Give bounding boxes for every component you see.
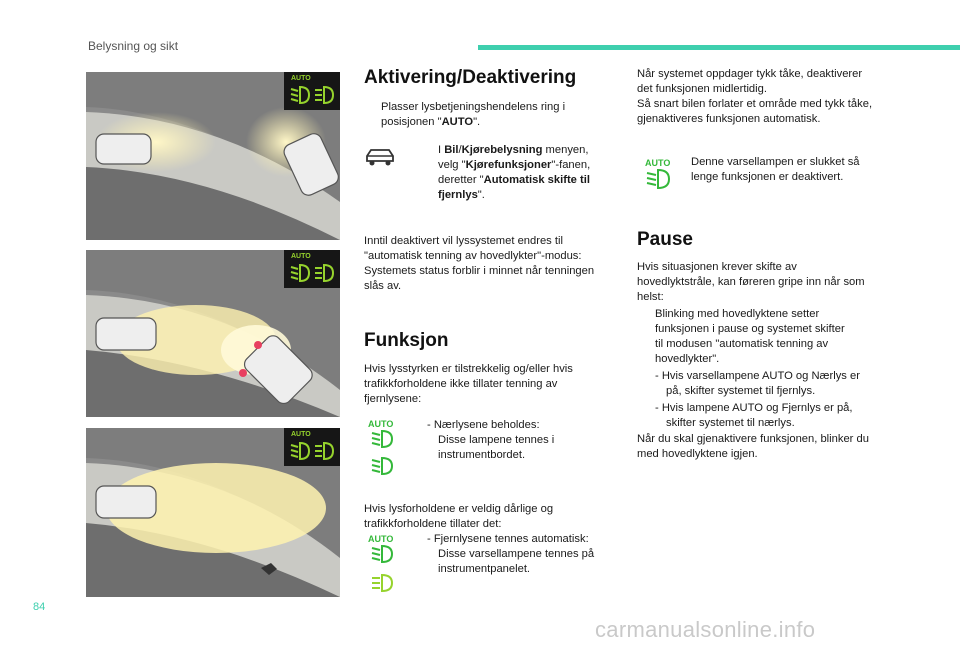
text: Plasser lysbetjeningshendelens ring i xyxy=(381,101,566,113)
low-beam-icon xyxy=(289,263,335,283)
text-line: - Hvis lampene AUTO og Fjernlys er på, xyxy=(655,402,853,414)
car-settings-icon xyxy=(363,145,397,169)
auto-label: AUTO xyxy=(291,431,311,438)
low-beam-icon xyxy=(370,456,400,476)
text: AUTO xyxy=(441,116,474,128)
text: posisjonen " xyxy=(381,116,442,128)
high-beam-icon xyxy=(289,441,335,461)
auto-lamp-icon xyxy=(370,429,400,449)
text-line: Hvis lysstyrken er tilstrekkelig og/eller hvis xyxy=(364,363,573,375)
indicator-panel xyxy=(284,72,340,110)
auto-label: AUTO xyxy=(368,419,394,429)
step-2-text xyxy=(438,143,613,203)
text-line: på, skifter systemet til fjernlys. xyxy=(666,385,816,397)
auto-label: AUTO xyxy=(645,158,671,168)
section-heading: Pause xyxy=(637,229,693,250)
auto-lamp-icon xyxy=(645,168,679,190)
text-line: trafikkforholdene tillater det: xyxy=(364,518,502,530)
text-line: hovedlyktstråle, kan føreren gripe inn når som xyxy=(637,276,865,288)
warning-note xyxy=(691,155,901,185)
high-beam-icon xyxy=(370,573,400,593)
text-line: instrumentpanelet. xyxy=(438,563,531,575)
text: Bil xyxy=(444,144,459,156)
text: ". xyxy=(473,116,481,128)
text-line: Når systemet oppdager tykk tåke, deaktiverer xyxy=(637,68,863,80)
low-beam-icon xyxy=(289,85,335,105)
text: I xyxy=(438,144,445,156)
text: deretter " xyxy=(438,174,484,186)
text-line: instrumentbordet. xyxy=(438,449,526,461)
text-line: gjenaktiveres funksjonen automatisk. xyxy=(637,113,821,125)
text-line: lenge funksjonen er deaktivert. xyxy=(691,171,844,183)
section-title: Belysning og sikt xyxy=(88,39,179,53)
text-line: skifter systemet til nærlys. xyxy=(666,417,795,429)
text-line: funksjonen i pause og systemet skifter xyxy=(655,323,845,335)
text-line: til modusen "automatisk tenning av xyxy=(655,338,829,350)
pause-sub-1 xyxy=(655,369,915,399)
auto-lamp-icon xyxy=(370,544,400,564)
text-line: - Fjernlysene tennes automatisk: xyxy=(427,533,589,545)
paragraph-2 xyxy=(364,362,614,407)
pause-intro xyxy=(637,260,907,305)
text-line: - Hvis varsellampene AUTO og Nærlys er xyxy=(655,370,860,382)
text: Kjørebelysning xyxy=(461,144,543,156)
text-line: med hovedlyktene igjen. xyxy=(637,448,758,460)
illustration-road-2 xyxy=(86,250,340,417)
section-heading: Funksjon xyxy=(364,330,449,351)
text: menyen, xyxy=(542,144,589,156)
header-accent-bar xyxy=(478,45,960,50)
indicator-panel xyxy=(284,428,340,466)
paragraph-3 xyxy=(364,502,614,532)
illustration-road-1 xyxy=(86,72,340,240)
text-line: Denne varsellampen er slukket så xyxy=(691,156,860,168)
section-heading: Aktivering/Deaktivering xyxy=(364,67,577,88)
text: fjernlys xyxy=(438,189,478,201)
text: Automatisk skifte til xyxy=(483,174,590,186)
text-line: Blinking med hovedlyktene setter xyxy=(655,308,820,320)
text-line: Hvis situasjonen krever skifte av xyxy=(637,261,797,273)
text-line: det funksjonen midlertidig. xyxy=(637,83,767,95)
page-number: 84 xyxy=(33,601,46,613)
pause-sub-2 xyxy=(655,401,915,431)
text-line: Når du skal gjenaktivere funksjonen, blinker du xyxy=(637,433,869,445)
step-1-text xyxy=(381,100,611,130)
auto-label: AUTO xyxy=(291,75,311,82)
auto-label: AUTO xyxy=(368,534,394,544)
text-line: hovedlykter". xyxy=(655,353,720,365)
text-line: Systemets status forblir i minnet når tenningen xyxy=(364,265,595,277)
item-high-beam xyxy=(427,532,612,577)
indicator-panel xyxy=(284,250,340,288)
text-line: trafikkforholdene ikke tillater tenning av xyxy=(364,378,558,390)
text-line: fjernlysene: xyxy=(364,393,422,405)
text-line: "automatisk tenning av hovedlykter"-modus: xyxy=(364,250,582,262)
auto-label: AUTO xyxy=(291,253,311,260)
text-line: Inntil deaktivert vil lyssystemet endres til xyxy=(364,235,563,247)
text: / xyxy=(458,144,462,156)
pause-end xyxy=(637,432,912,462)
watermark: carmanualsonline.info xyxy=(595,617,816,642)
paragraph-1 xyxy=(364,234,614,294)
text-line: Hvis lysforholdene er veldig dårlige og xyxy=(364,503,554,515)
paragraph-fog xyxy=(637,67,907,127)
text-line: Disse lampene tennes i xyxy=(438,434,555,446)
text: velg " xyxy=(438,159,466,171)
pause-bullet xyxy=(655,307,905,367)
text: ". xyxy=(477,189,485,201)
text-line: Så snart bilen forlater et område med tykk tåke, xyxy=(637,98,873,110)
text-line: - Nærlysene beholdes: xyxy=(427,419,540,431)
text: "-fanen, xyxy=(551,159,591,171)
text-line: slås av. xyxy=(364,280,402,292)
text-line: Disse varsellampene tennes på xyxy=(438,548,595,560)
illustration-road-3 xyxy=(86,428,340,597)
item-low-beam xyxy=(427,418,612,463)
text: Kjørefunksjoner xyxy=(465,159,552,171)
text-line: helst: xyxy=(637,291,664,303)
